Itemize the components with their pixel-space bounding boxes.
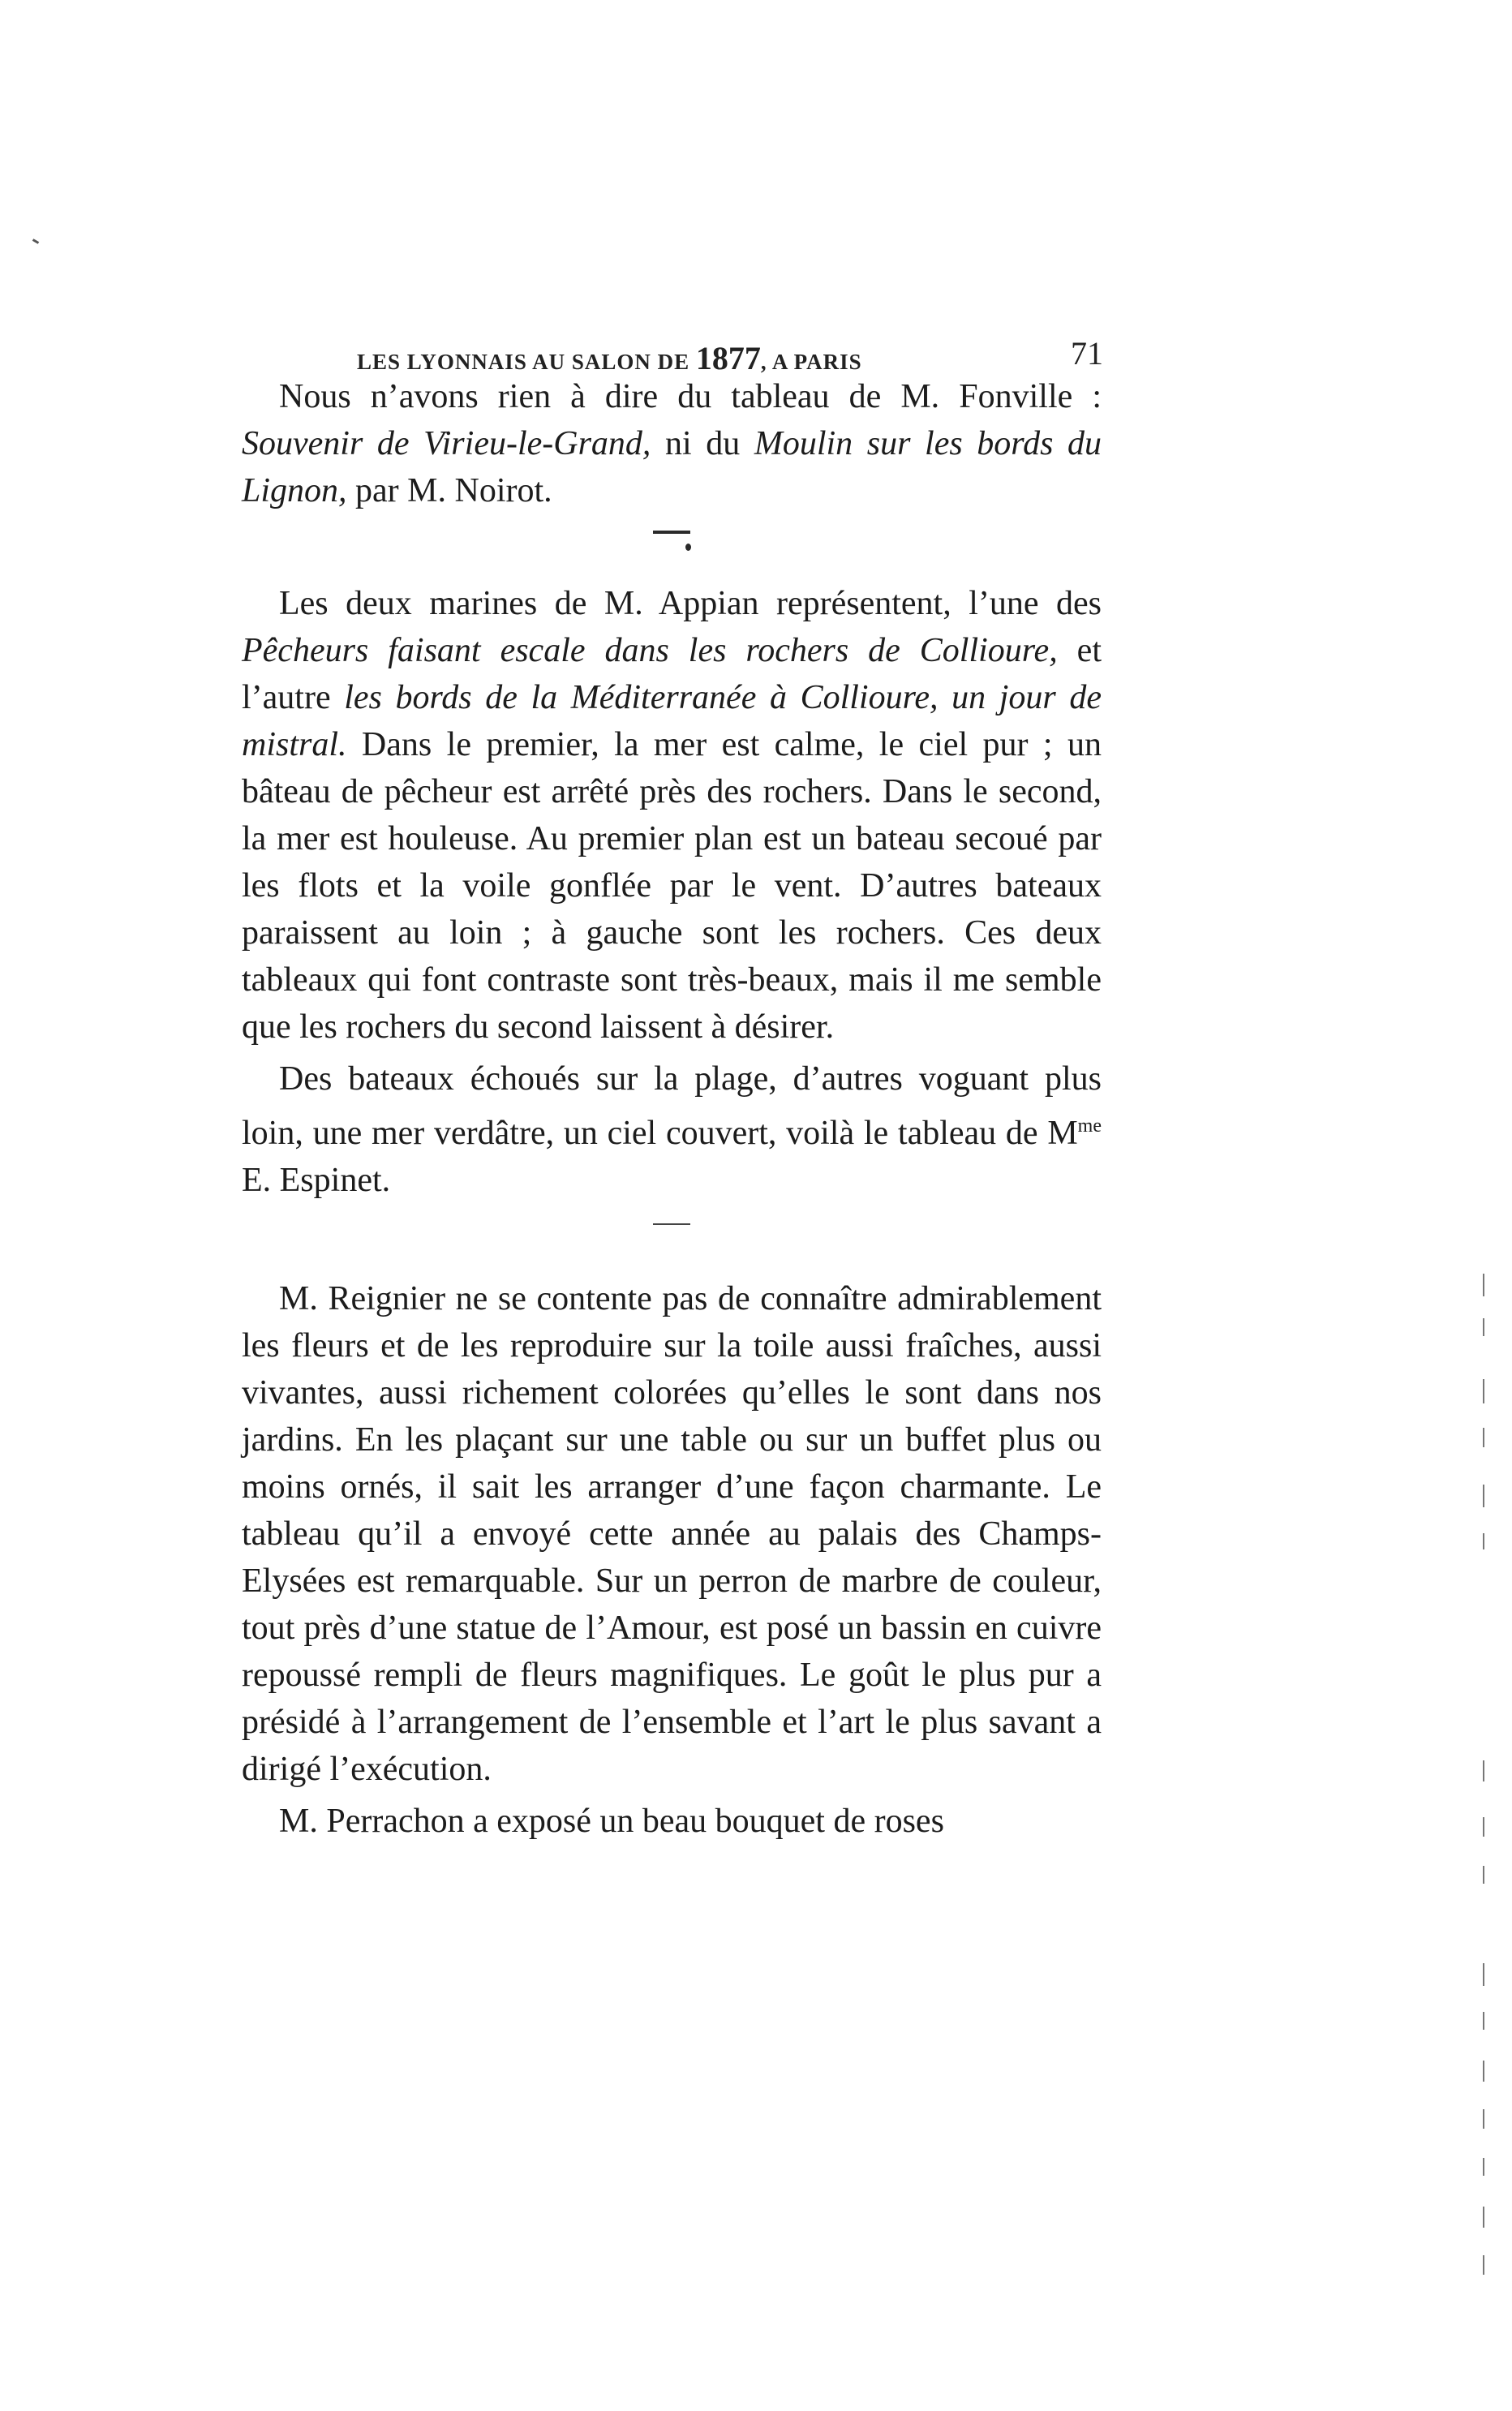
text-run: E. Espinet. bbox=[242, 1162, 391, 1199]
superscript: me bbox=[1077, 1115, 1102, 1137]
separator-dot bbox=[685, 544, 691, 551]
margin-mark bbox=[1483, 2255, 1484, 2275]
margin-mark bbox=[1483, 1485, 1484, 1507]
margin-mark bbox=[1483, 1817, 1484, 1837]
text-run: par M. Noirot. bbox=[346, 472, 552, 509]
text-run: ni du bbox=[651, 425, 754, 462]
text-run: Dans le premier, la mer est calme, le ciel pur ; un bâteau de pêcheur est arrêté près des rochers. Dans le second, la mer est houleuse. Au premier plan est un bateau secoué par les flots et la voile gonflée par le vent. D’autres bateaux paraissent au loin ; à gauche sont les rochers. Ces deux tableaux qui font contraste sont très-beaux, mais il me semble que les rochers du second laissent à désirer. bbox=[242, 726, 1102, 1046]
page-number: 71 bbox=[1071, 335, 1103, 372]
text-run: Les deux marines de M. Appian représentent, l’une des bbox=[279, 585, 1102, 622]
margin-mark bbox=[1483, 1274, 1484, 1296]
margin-mark bbox=[1483, 1533, 1484, 1549]
artwork-title: Moulin sur les bords du Lignon, bbox=[242, 425, 1102, 509]
artwork-title: Pêcheurs faisant escale dans les rochers de Collioure, bbox=[242, 632, 1058, 669]
margin-mark bbox=[1483, 1963, 1484, 1986]
margin-mark bbox=[1483, 2012, 1484, 2030]
running-title-end: , A PARIS bbox=[760, 350, 862, 374]
paragraph-fonville bbox=[242, 373, 1102, 514]
margin-mark bbox=[1483, 1428, 1484, 1447]
paragraph-reignier: M. Reignier ne se contente pas de connaître admirablement les fleurs et de les reproduire sur la toile aussi fraîches, aussi vivantes, aussi richement colorées qu’elles le sont dans nos jardins. En les plaçant sur une table ou sur un buffet plus ou moins ornés, il sait les arranger d’une façon charmante. Le tableau qu’il a envoyé cette année au palais des Champs-Elysées est remarquable. Sur un perron de marbre de couleur, tout près d’une statue de l’Amour, est posé un bassin en cuivre repoussé rempli de fleurs magnifiques. Le goût le plus pur a présidé à l’arrangement de l’ensemble et l’art le plus savant a dirigé l’exécution. bbox=[242, 1280, 1102, 1788]
artwork-title: Souvenir de Virieu-le-Grand, bbox=[242, 425, 651, 462]
margin-mark bbox=[1483, 2207, 1484, 2228]
text-run: Des bateaux échoués sur la plage, d’autres voguant plus loin, une mer verdâtre, un ciel couvert, voilà le tableau de M bbox=[242, 1060, 1102, 1152]
running-title-year: 1877 bbox=[695, 340, 761, 376]
ink-speck bbox=[32, 239, 39, 244]
margin-mark bbox=[1483, 2109, 1484, 2129]
margin-mark bbox=[1483, 1760, 1484, 1781]
margin-mark bbox=[1483, 1379, 1484, 1403]
margin-mark bbox=[1483, 2061, 1484, 2082]
running-title-start: LES LYONNAIS AU SALON DE bbox=[357, 350, 696, 374]
paragraph-espinet bbox=[242, 1055, 1102, 1204]
body-text bbox=[242, 373, 1102, 1845]
section-separator bbox=[653, 531, 690, 534]
running-title bbox=[357, 339, 862, 377]
text-run: et l’autre bbox=[242, 632, 1102, 716]
margin-mark bbox=[1483, 1866, 1484, 1884]
margin-mark bbox=[1483, 2158, 1484, 2176]
artwork-title: les bords de la Méditerranée à Collioure, un jour de mistral. bbox=[242, 679, 1102, 763]
paragraph-perrachon: M. Perrachon a exposé un beau bouquet de roses bbox=[279, 1803, 944, 1840]
paragraph-appian bbox=[242, 580, 1102, 1051]
text-run: Nous n’avons rien à dire du tableau de M. Fonville : bbox=[279, 378, 1102, 415]
margin-mark bbox=[1483, 1318, 1484, 1336]
